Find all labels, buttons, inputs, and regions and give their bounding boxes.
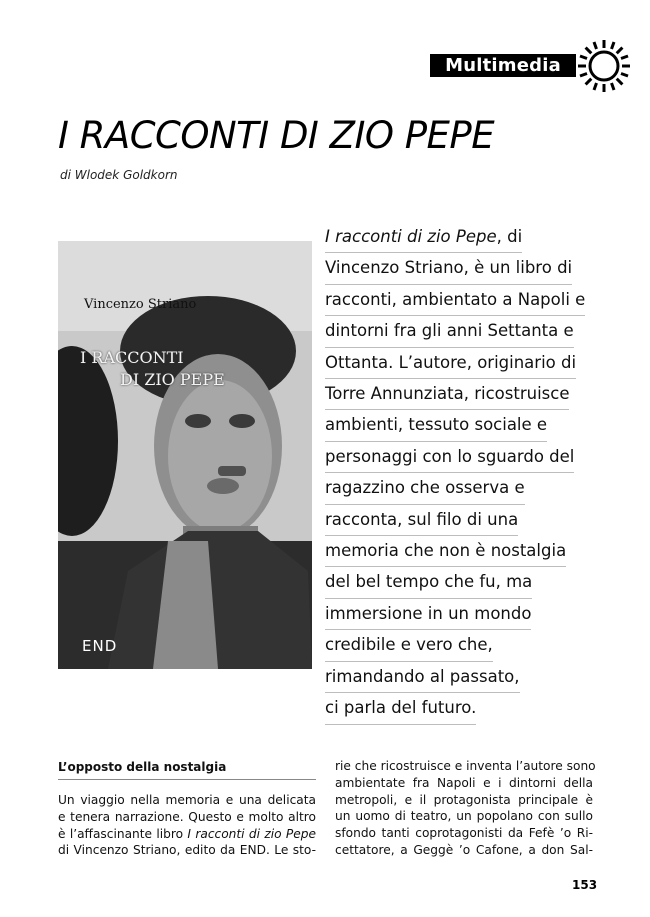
book-title-italic: I racconti di zio Pepe [187,826,316,841]
sun-icon [576,38,632,94]
pull-quote-line: personaggi con lo sguardo del [325,442,574,473]
pull-quote-line: immersione in un mondo [325,599,531,630]
pull-quote-line: Ottanta. L’autore, originario di [325,348,576,379]
body-line: ambientate fra Napoli e i dintorni della [335,775,593,790]
body-line: sfondo tanti coprotagonisti da Fefè ’o Ri- [335,826,593,841]
body-line: cettatore, a Geggè ’o Cafone, a don Sal- [335,842,593,857]
subhead: L’opposto della nostalgia [58,760,316,780]
body-line [58,826,316,843]
body-column-left [58,792,316,859]
cover-title [80,347,280,391]
pull-quote-line: dintorni fra gli anni Settanta e [325,316,574,347]
pull-quote-line: del bel tempo che fu, ma [325,567,532,598]
publisher-logo: END [82,637,118,655]
pull-quote-line [325,222,522,253]
body-column-right [335,758,596,859]
pull-quote-line: ambienti, tessuto sociale e [325,410,547,441]
article-title: I RACCONTI DI ZIO PEPE [58,114,495,157]
pull-quote-line: racconti, ambientato a Napoli e [325,285,585,316]
body-line: rie che ricostruisce e inventa l’autore sono [335,759,596,773]
pull-quote-line: Vincenzo Striano, è un libro di [325,253,572,284]
cover-title-line: I RACCONTI [80,348,184,367]
book-title-italic: I racconti di zio Pepe [325,227,497,246]
section-tag [430,38,640,94]
pull-quote-line: memoria che non è nostalgia [325,536,566,567]
body-line: metropoli, e il protagonista principale è [335,792,593,807]
body-text: è l’affascinante libro [58,826,188,841]
section-label: Multimedia [430,54,576,77]
pull-quote-line: racconta, sul filo di una [325,505,518,536]
pull-quote-line: Torre Annunziata, ricostruisce [325,379,569,410]
cover-author: Vincenzo Striano [84,297,197,312]
page-number: 153 [572,878,598,892]
pull-quote-line: ci parla del futuro. [325,693,476,724]
body-line: e tenera narrazione. Questo e molto altro [58,809,316,824]
pull-quote-line: ragazzino che osserva e [325,473,525,504]
pull-quote-line: rimandando al passato, [325,662,520,693]
book-cover [58,241,312,669]
article-byline: di Wlodek Goldkorn [60,168,178,182]
pull-quote-text: , di [496,227,523,246]
body-line: Un viaggio nella memoria e una delicata [58,793,316,807]
body-line: un uomo di teatro, un popolano con sullo [335,809,593,824]
cover-title-line: DI ZIO PEPE [120,370,225,389]
body-line: di Vincenzo Striano, edito da END. Le sto- [58,843,316,858]
pull-quote-line: credibile e vero che, [325,630,493,661]
pull-quote [325,222,625,725]
